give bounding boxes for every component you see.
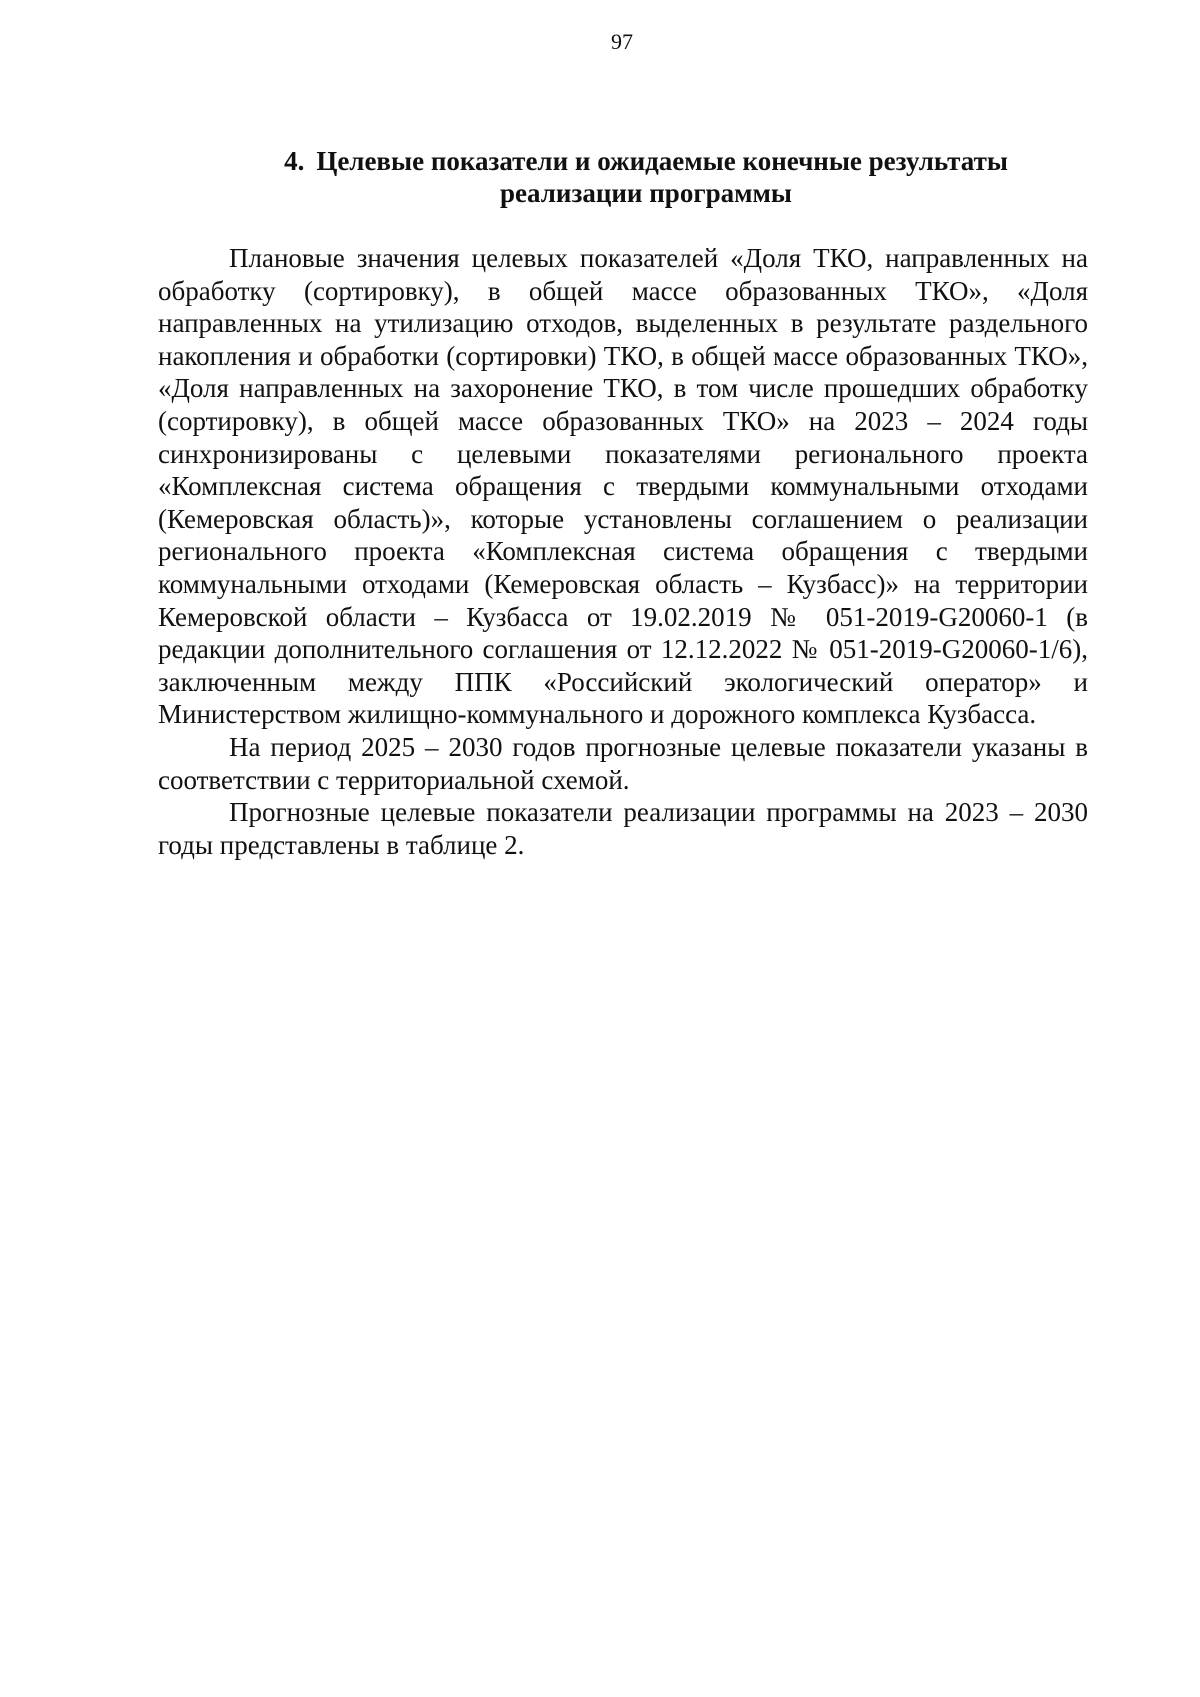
paragraph-targets-sync: Плановые значения целевых показателей «Доля ТКО, направленных на обработку (сортировку), в общей массе образованных ТКО», «Доля направленных на утилизацию отходов, выделенных в результате раздельного накопления и обработки (сортировки) ТКО, в общей массе образованных ТКО», «Доля направленных на захоронение ТКО, в том числе прошедших обработку (сортировку), в общей массе образованных ТКО» на 2023 – 2024 годы синхронизированы с целевыми показателями регионального проекта «Комплексная система обращения с твердыми коммунальными отходами (Кемеровская область)», которые установлены соглашением о реализации регионального проекта «Комплексная система обращения с твердыми коммунальными отходами (Кемеровская область – Кузбасс)» на территории Кемеровской области – Кузбасса от 19.02.2019 № 051-2019-G20060-1 (в редакции дополнительного соглашения от 12.12.2022 № 051-2019-G20060-1/6), заключенным между ППК «Российский экологический оператор» и Министерством жилищно-коммунального и дорожного комплекса Кузбасса.: [158, 243, 1088, 730]
section-title-part-2: реализации программы: [500, 178, 792, 208]
section-heading-line-1: [246, 145, 1046, 177]
section-heading: [246, 145, 1046, 209]
section-number: 4.: [284, 146, 305, 176]
paragraph-forecast-period: На период 2025 – 2030 годов прогнозные целевые показатели указаны в соответствии с территориальной схемой.: [158, 731, 1088, 795]
page-number: 97: [611, 29, 633, 54]
paragraph-table-reference: Прогнозные целевые показатели реализации программы на 2023 – 2030 годы представлены в таблице 2.: [158, 797, 1088, 860]
section-title-part-1: Целевые показатели и ожидаемые конечные результаты: [316, 146, 1008, 176]
body-text: [158, 242, 1088, 861]
